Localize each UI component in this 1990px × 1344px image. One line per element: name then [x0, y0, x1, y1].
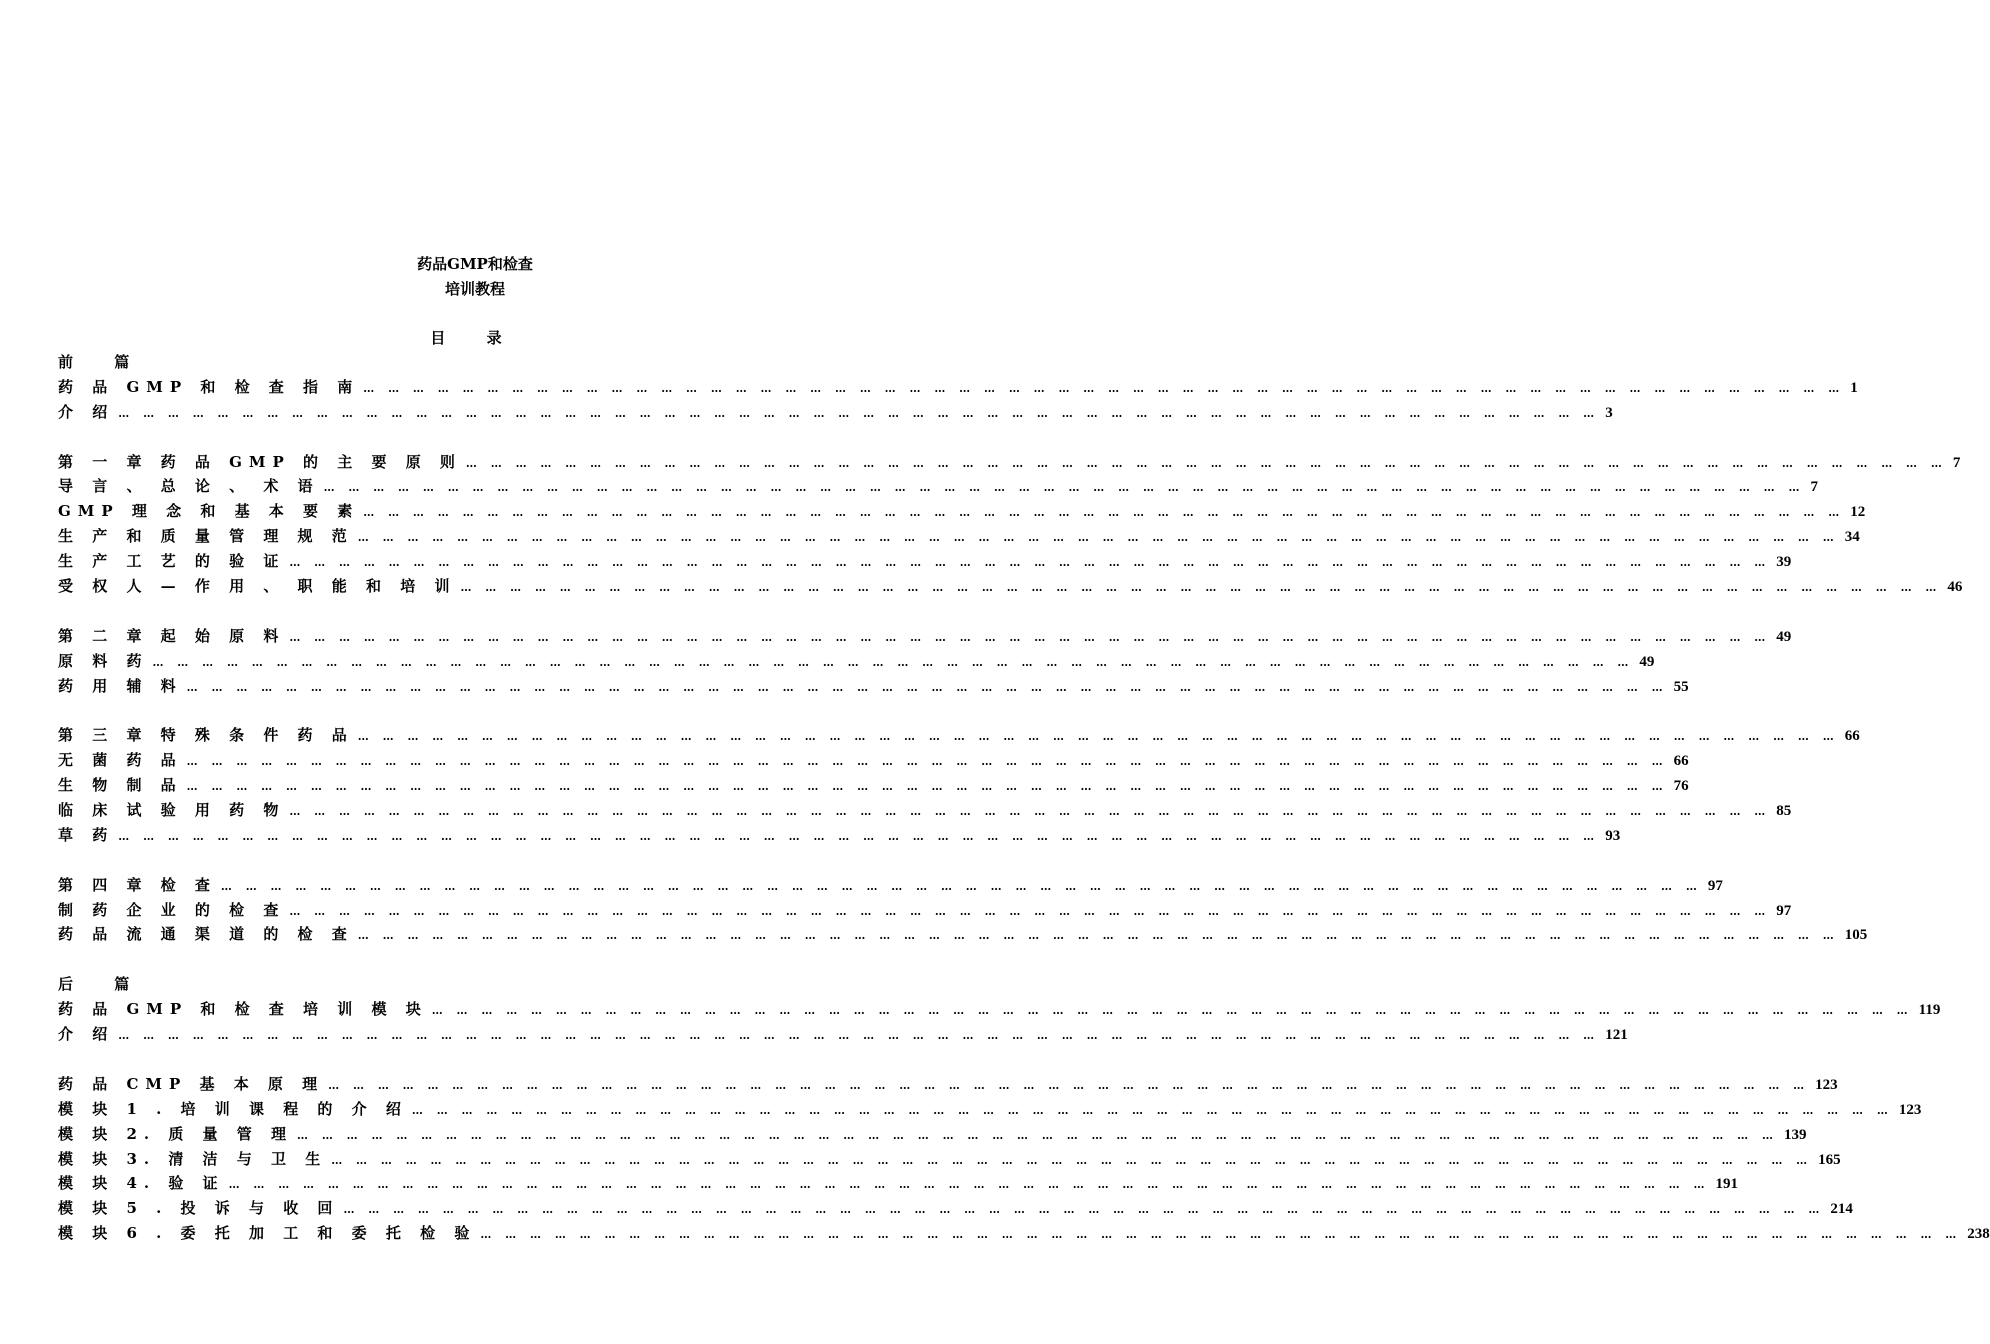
toc-entry-title: 模 块 5 . 投 诉 与 收 回	[58, 1199, 340, 1218]
toc-entry[interactable]	[58, 1072, 1838, 1097]
toc-entry[interactable]	[58, 499, 1866, 524]
toc-entry-title: 无 菌 药 品	[58, 751, 183, 770]
toc-dot-leader: … … … … … … … … … … … … … … … … … … … … … … … … … … … … … … … … … … … … … … … … … … … … … … … … … … … … … … … … … … … …	[220, 879, 1702, 893]
toc-entry[interactable]	[58, 798, 1792, 823]
toc-entry-title: GMP 理 念 和 基 本 要 素	[58, 502, 360, 521]
toc-dot-leader: … … … … … … … … … … … … … … … … … … … … … … … … … … … … … … … … … … … … … … … … … … … … … … … … … … … … … … … … … … … …	[460, 581, 1942, 595]
toc-entry-title: 药 品 流 通 渠 道 的 检 查	[58, 925, 354, 944]
section-title: 后 篇	[58, 975, 148, 994]
toc-page-number: 191	[1715, 1176, 1739, 1193]
toc-entry-title: 第 一 章 药 品 GMP 的 主 要 原 则	[58, 452, 462, 471]
toc-entry-title: 生 物 制 品	[58, 776, 183, 795]
toc-page-number: 46	[1947, 579, 1963, 596]
toc-page-number: 55	[1673, 678, 1689, 695]
toc-entry[interactable]	[58, 1221, 1990, 1246]
toc-dot-leader: … … … … … … … … … … … … … … … … … … … … … … … … … … … … … … … … … … … … … … … … … … … … … … … … … … … … … … … … … … … …	[343, 1203, 1825, 1217]
toc-dot-leader: … … … … … … … … … … … … … … … … … … … … … … … … … … … … … … … … … … … … … … … … … … … … … … … … … … … … … … … … … … … …	[411, 1103, 1893, 1117]
toc-entry-title: 药 品 GMP 和 检 查 培 训 模 块	[58, 1000, 428, 1019]
toc-page-number: 97	[1707, 877, 1723, 894]
toc-entry-title: 临 床 试 验 用 药 物	[58, 801, 286, 820]
toc-dot-leader: … … … … … … … … … … … … … … … … … … … … … … … … … … … … … … … … … … … … … … … … … … … … … … … … … … … … … … … … … … … …	[186, 780, 1668, 794]
toc-entry-title: 第 二 章 起 始 原 料	[58, 626, 286, 645]
toc-dot-leader: … … … … … … … … … … … … … … … … … … … … … … … … … … … … … … … … … … … … … … … … … … … … … … … … … … … … … … … … … … … …	[118, 1029, 1600, 1043]
toc-section-label	[58, 350, 904, 375]
toc-page-number: 214	[1830, 1201, 1853, 1218]
document-title-block	[0, 252, 950, 302]
toc-entry-title: 第 四 章 检 查	[58, 875, 217, 894]
toc-dot-leader: … … … … … … … … … … … … … … … … … … … … … … … … … … … … … … … … … … … … … … … … … … … … … … … … … … … … … … … … … … … …	[289, 630, 1771, 644]
toc-page-number: 66	[1844, 728, 1860, 745]
toc-page-number: 165	[1818, 1151, 1841, 1168]
toc-dot-leader: … … … … … … … … … … … … … … … … … … … … … … … … … … … … … … … … … … … … … … … … … … … … … … … … … … … … … … … … … … … …	[289, 904, 1771, 918]
toc-entry[interactable]	[58, 1122, 1807, 1147]
toc-dot-leader: … … … … … … … … … … … … … … … … … … … … … … … … … … … … … … … … … … … … … … … … … … … … … … … … … … … … … … … … … … … …	[363, 381, 1845, 395]
toc-page-number: 97	[1776, 902, 1792, 919]
toc-dot-leader: … … … … … … … … … … … … … … … … … … … … … … … … … … … … … … … … … … … … … … … … … … … … … … … … … … … … … … … … … … … …	[118, 406, 1600, 420]
toc-dot-leader: … … … … … … … … … … … … … … … … … … … … … … … … … … … … … … … … … … … … … … … … … … … … … … … … … … … … … … … … … … … …	[328, 1078, 1810, 1092]
toc-entry-title: 药 品 CMP 基 本 原 理	[58, 1074, 325, 1093]
document-subtitle: 培训教程	[444, 280, 505, 298]
toc-entry[interactable]	[58, 997, 1941, 1022]
toc-dot-leader: … … … … … … … … … … … … … … … … … … … … … … … … … … … … … … … … … … … … … … … … … … … … … … … … … … … … … … … … … … … …	[357, 929, 1839, 943]
toc-entry-title: 原 料 药	[58, 651, 149, 670]
toc-dot-leader: … … … … … … … … … … … … … … … … … … … … … … … … … … … … … … … … … … … … … … … … … … … … … … … … … … … … … … … … … … … …	[357, 531, 1839, 545]
toc-entry-title: 模 块 2. 质 量 管 理	[58, 1124, 293, 1143]
toc-page-number: 39	[1776, 554, 1792, 571]
toc-entry[interactable]	[58, 823, 1621, 848]
toc-entry-title: 制 药 企 业 的 检 查	[58, 900, 286, 919]
toc-dot-leader: … … … … … … … … … … … … … … … … … … … … … … … … … … … … … … … … … … … … … … … … … … … … … … … … … … … … … … … … … … … …	[431, 1004, 1913, 1018]
toc-entry[interactable]	[58, 1147, 1841, 1172]
toc-dot-leader: … … … … … … … … … … … … … … … … … … … … … … … … … … … … … … … … … … … … … … … … … … … … … … … … … … … … … … … … … … … …	[118, 829, 1600, 843]
table-of-contents	[58, 350, 1990, 1246]
toc-dot-leader: … … … … … … … … … … … … … … … … … … … … … … … … … … … … … … … … … … … … … … … … … … … … … … … … … … … … … … … … … … … …	[289, 805, 1771, 819]
toc-entry-title: 导 言 、 总 论 、 术 语	[58, 477, 320, 496]
toc-entry-title: 生 产 和 质 量 管 理 规 范	[58, 527, 354, 546]
toc-dot-leader: … … … … … … … … … … … … … … … … … … … … … … … … … … … … … … … … … … … … … … … … … … … … … … … … … … … … … … … … … … … …	[297, 1128, 1778, 1142]
toc-dot-leader: … … … … … … … … … … … … … … … … … … … … … … … … … … … … … … … … … … … … … … … … … … … … … … … … … … … … … … … … … … … …	[152, 655, 1634, 669]
toc-page-number: 119	[1918, 1002, 1941, 1019]
toc-dot-leader: … … … … … … … … … … … … … … … … … … … … … … … … … … … … … … … … … … … … … … … … … … … … … … … … … … … … … … … … … … … …	[186, 680, 1668, 694]
toc-page-number: 66	[1673, 753, 1689, 770]
toc-page-number: 7	[1952, 454, 1961, 471]
toc-entry-title: 草 药	[58, 825, 115, 844]
toc-entry-title: 模 块 6 . 委 托 加 工 和 委 托 检 验	[58, 1224, 477, 1243]
toc-heading: 目 录	[430, 329, 520, 347]
toc-entry[interactable]	[58, 375, 1858, 400]
toc-page-number: 49	[1776, 628, 1792, 645]
toc-page-number: 93	[1605, 827, 1621, 844]
toc-entry-title: 模 块 3. 清 洁 与 卫 生	[58, 1149, 328, 1168]
toc-page-number: 123	[1898, 1101, 1922, 1118]
toc-page-number: 76	[1673, 778, 1689, 795]
toc-entry[interactable]	[58, 748, 1689, 773]
toc-dot-leader: … … … … … … … … … … … … … … … … … … … … … … … … … … … … … … … … … … … … … … … … … … … … … … … … … … … … … … … … … … … …	[465, 456, 1947, 470]
toc-entry[interactable]	[58, 1196, 1853, 1221]
toc-entry-title: 介 绍	[58, 1025, 115, 1044]
toc-dot-leader: … … … … … … … … … … … … … … … … … … … … … … … … … … … … … … … … … … … … … … … … … … … … … … … … … … … … … … … … … … … …	[331, 1153, 1813, 1167]
toc-page-number: 49	[1639, 653, 1655, 670]
toc-entry[interactable]	[58, 1171, 1739, 1196]
toc-page-number: 123	[1815, 1076, 1838, 1093]
toc-entry[interactable]	[58, 773, 1689, 798]
toc-page-number: 121	[1605, 1027, 1628, 1044]
toc-entry[interactable]	[58, 524, 1860, 549]
toc-entry-title: 介 绍	[58, 402, 115, 421]
section-title: 前 篇	[58, 353, 148, 371]
toc-dot-leader: … … … … … … … … … … … … … … … … … … … … … … … … … … … … … … … … … … … … … … … … … … … … … … … … … … … … … … … … … … … …	[323, 481, 1805, 495]
toc-entry[interactable]	[58, 400, 1613, 425]
toc-page-number: 3	[1605, 404, 1613, 421]
toc-entry-title: 生 产 工 艺 的 验 证	[58, 552, 286, 571]
toc-entry[interactable]	[58, 898, 1792, 923]
toc-entry[interactable]	[58, 922, 1868, 947]
toc-page-number: 12	[1850, 504, 1866, 521]
toc-page-number: 7	[1810, 479, 1819, 496]
toc-entry-title: 受 权 人 — 作 用 、 职 能 和 培 训	[58, 577, 457, 596]
toc-entry[interactable]	[58, 674, 1689, 699]
toc-entry-title: 模 块 1 . 培 训 课 程 的 介 绍	[58, 1099, 408, 1118]
toc-page-number: 85	[1776, 803, 1792, 820]
toc-entry[interactable]	[58, 723, 1860, 748]
toc-dot-leader: … … … … … … … … … … … … … … … … … … … … … … … … … … … … … … … … … … … … … … … … … … … … … … … … … … … … … … … … … … … …	[228, 1178, 1710, 1192]
toc-entry[interactable]	[58, 1097, 1922, 1122]
toc-entry[interactable]	[58, 873, 1723, 898]
toc-dot-leader: … … … … … … … … … … … … … … … … … … … … … … … … … … … … … … … … … … … … … … … … … … … … … … … … … … … … … … … … … … … …	[480, 1228, 1962, 1242]
toc-entry[interactable]	[58, 1022, 1628, 1047]
toc-entry[interactable]	[58, 624, 1792, 649]
toc-dot-leader: … … … … … … … … … … … … … … … … … … … … … … … … … … … … … … … … … … … … … … … … … … … … … … … … … … … … … … … … … … … …	[186, 755, 1668, 769]
toc-page-number: 34	[1844, 529, 1860, 546]
toc-page-number: 238	[1967, 1226, 1990, 1243]
toc-page-number: 1	[1850, 379, 1858, 396]
toc-entry-title: 药 品 GMP 和 检 查 指 南	[58, 377, 360, 396]
toc-dot-leader: … … … … … … … … … … … … … … … … … … … … … … … … … … … … … … … … … … … … … … … … … … … … … … … … … … … … … … … … … … … …	[289, 556, 1771, 570]
toc-entry-title: 药 用 辅 料	[58, 676, 183, 695]
toc-page-number: 105	[1844, 927, 1868, 944]
toc-entry-title: 模 块 4. 验 证	[58, 1174, 225, 1193]
toc-dot-leader: … … … … … … … … … … … … … … … … … … … … … … … … … … … … … … … … … … … … … … … … … … … … … … … … … … … … … … … … … … … …	[363, 506, 1845, 520]
toc-entry[interactable]	[58, 450, 1961, 475]
toc-page-number: 139	[1783, 1126, 1807, 1143]
toc-dot-leader: … … … … … … … … … … … … … … … … … … … … … … … … … … … … … … … … … … … … … … … … … … … … … … … … … … … … … … … … … … … …	[357, 730, 1839, 744]
toc-entry-title: 第 三 章 特 殊 条 件 药 品	[58, 726, 354, 745]
toc-entry[interactable]	[58, 549, 1792, 574]
toc-section-label	[58, 972, 904, 997]
toc-entry[interactable]	[58, 474, 1819, 499]
toc-entry[interactable]	[58, 574, 1963, 599]
document-title: 药品GMP和检查	[417, 255, 533, 273]
toc-entry[interactable]	[58, 649, 1655, 674]
